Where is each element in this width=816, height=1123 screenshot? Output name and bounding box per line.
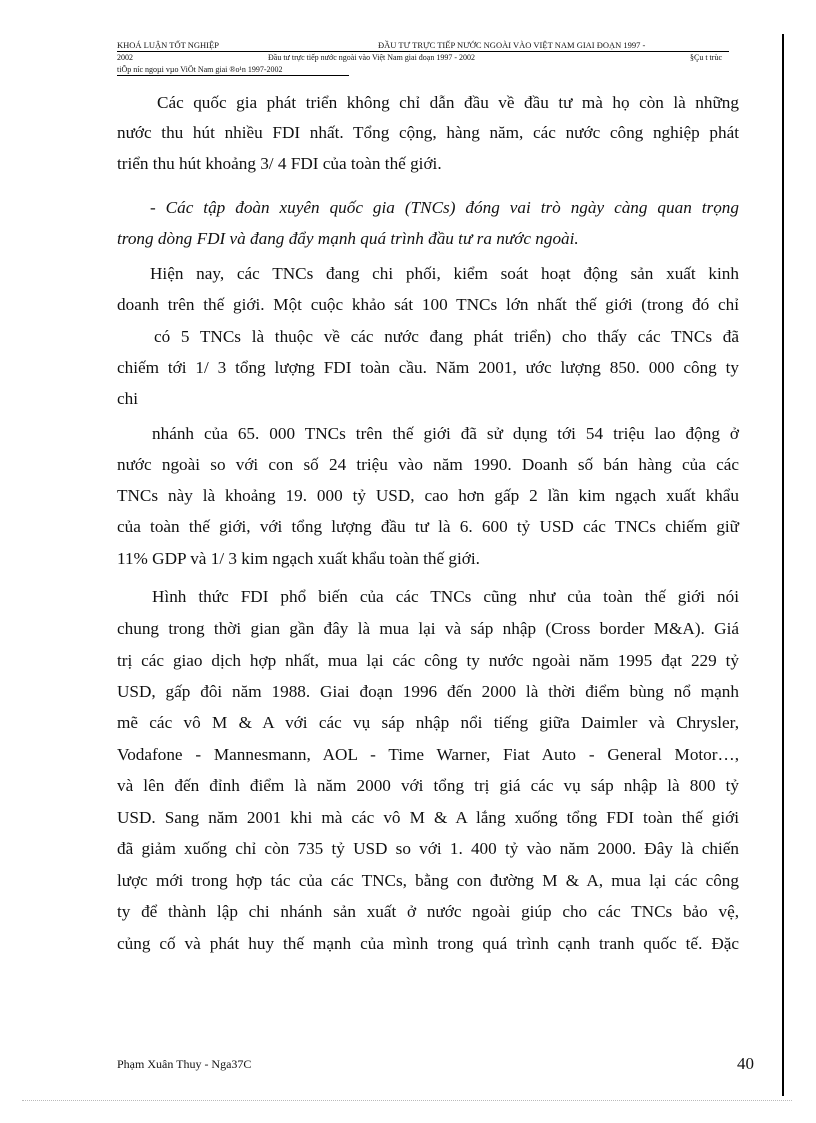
body-line: củng cố và phát huy thế mạnh của mình trong quá trình cạnh tranh quốc tế. Đặc: [117, 934, 739, 953]
body-line: có 5 TNCs là thuộc về các nước đang phát triển) cho thấy các TNCs đã: [154, 327, 739, 346]
body-line-italic: trong dòng FDI và đang đẩy mạnh quá trình đầu tư ra nước ngoài.: [117, 229, 579, 248]
body-line: nước ngoài so với con số 24 triệu vào năm 1990. Doanh số bán hàng của các: [117, 455, 739, 474]
page-frame-bottom-border: [22, 1100, 792, 1101]
body-line: chiếm tới 1/ 3 tổng lượng FDI toàn cầu. Năm 2001, ước lượng 850. 000 công ty: [117, 358, 739, 377]
body-line: 11% GDP và 1/ 3 kim ngạch xuất khẩu toàn thế giới.: [117, 549, 480, 568]
body-line: nước thu hút nhiều FDI nhất. Tổng cộng, hàng năm, các nước công nghiệp phát: [117, 123, 739, 142]
body-line: và lên đến đỉnh điểm là năm 2000 với tổng trị giá các vụ sáp nhập là 800 tỷ: [117, 776, 739, 795]
header-rule-short: [117, 75, 349, 76]
header-right-title: ĐẦU TƯ TRỰC TIẾP NƯỚC NGOÀI VÀO VIỆT NAM GIAI ĐOẠN 1997 -: [378, 40, 646, 50]
body-line: Các quốc gia phát triển không chỉ dẫn đầu về đầu tư mà họ còn là những: [157, 93, 739, 112]
body-line: chung trong thời gian gần đây là mua lại và sáp nhập (Cross border M&A). Giá: [117, 619, 739, 638]
header-subtitle-year: 2002: [117, 53, 133, 62]
body-line: doanh trên thế giới. Một cuộc khảo sát 100 TNCs lớn nhất thế giới (trong đó chỉ: [117, 295, 739, 314]
header-subtitle-end: §Çu t trùc: [690, 53, 722, 62]
body-line: triển thu hút khoảng 3/ 4 FDI của toàn thế giới.: [117, 154, 442, 173]
page-number: 40: [737, 1054, 754, 1073]
body-line: Vodafone - Mannesmann, AOL - Time Warner, Fiat Auto - General Motor…,: [117, 745, 739, 764]
page-frame-right-border: [782, 34, 784, 1096]
body-line: USD. Sang năm 2001 khi mà các vô M & A lắng xuống tổng FDI toàn thế giới: [117, 808, 739, 827]
body-line: ty để thành lập chi nhánh sản xuất ở nước ngoài giúp cho các TNCs bảo vệ,: [117, 902, 739, 921]
body-line: của toàn thế giới, với tổng lượng đầu tư là 6. 600 tỷ USD các TNCs chiếm giữ: [117, 517, 739, 536]
header-subtitle: Đầu tư trực tiếp nước ngoài vào Việt Nam giai đoạn 1997 - 2002: [268, 53, 476, 62]
body-line: trị các giao dịch hợp nhất, mua lại các công ty nước ngoài năm 1995 đạt 229 tỷ: [117, 651, 739, 670]
footer-author: Phạm Xuân Thuy - Nga37C: [117, 1057, 252, 1071]
body-line: chi: [117, 389, 138, 408]
body-line-italic: - Các tập đoàn xuyên quốc gia (TNCs) đóng vai trò ngày càng quan trọng: [150, 198, 739, 217]
body-line: nhánh của 65. 000 TNCs trên thế giới đã sử dụng tới 54 triệu lao động ở: [152, 424, 739, 443]
header-subtitle-encoded: tiÕp níc ngoµi vµo ViÖt Nam giai ®o¹n 1997-2002: [117, 65, 283, 74]
body-line: Hiện nay, các TNCs đang chi phối, kiểm soát hoạt động sản xuất kinh: [150, 264, 739, 283]
header-rule: [117, 51, 729, 52]
body-line: đã giảm xuống chỉ còn 735 tỷ USD so với 1. 400 tỷ vào năm 2000. Đây là chiến: [117, 839, 739, 858]
body-line: lược mới trong hợp tác của các TNCs, bằng con đường M & A, mua lại các công: [117, 871, 739, 890]
body-line: mẽ các vô M & A với các vụ sáp nhập nổi tiếng giữa Daimler và Chrysler,: [117, 713, 739, 732]
body-line: TNCs này là khoảng 19. 000 tỷ USD, cao hơn gấp 2 lần kim ngạch xuất khẩu: [117, 486, 739, 505]
body-line: Hình thức FDI phổ biến của các TNCs cũng như của toàn thế giới nói: [152, 587, 739, 606]
header-left-title: KHOÁ LUẬN TỐT NGHIỆP: [117, 40, 219, 50]
body-line: USD, gấp đôi năm 1988. Giai đoạn 1996 đến 2000 là thời điểm bùng nổ mạnh: [117, 682, 739, 701]
